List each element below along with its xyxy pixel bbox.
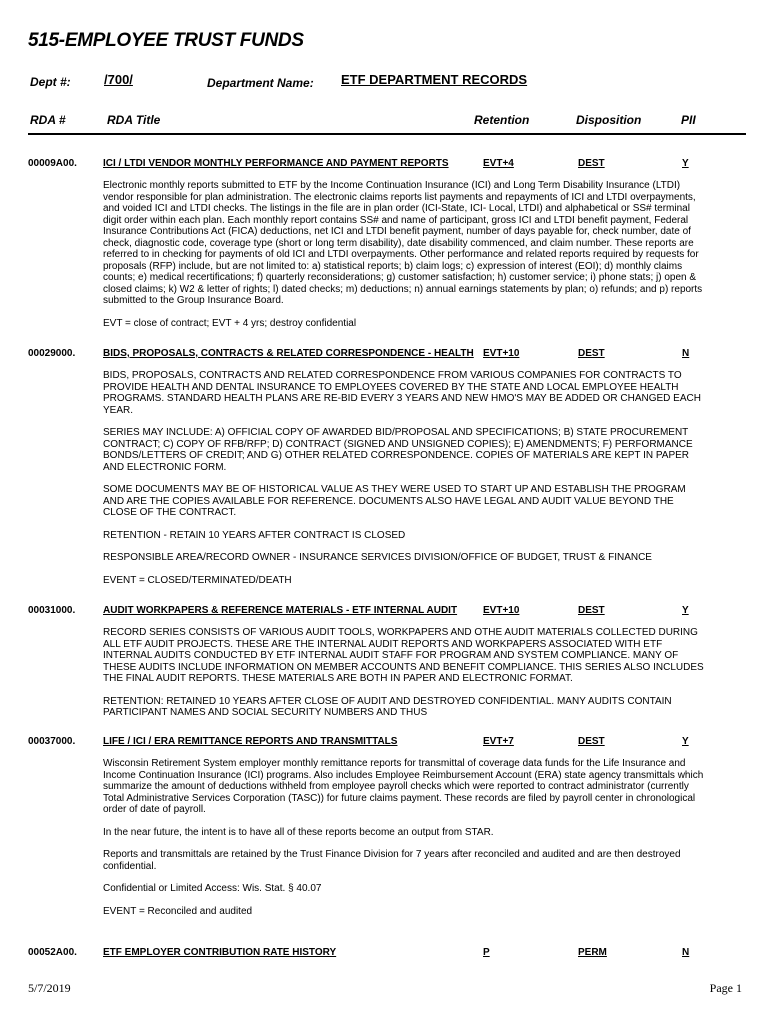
record-retention: EVT+7 <box>483 736 514 747</box>
record-paragraph: RESPONSIBLE AREA/RECORD OWNER - INSURANCE SERVICES DIVISION/OFFICE OF BUDGET, TRUST & FINANCE <box>103 552 652 563</box>
footer-date: 5/7/2019 <box>28 981 71 995</box>
record-paragraph: Confidential or Limited Access: Wis. Stat. § 40.07 <box>103 883 322 894</box>
record-title: BIDS, PROPOSALS, CONTRACTS & RELATED CORRESPONDENCE - HEALTH <box>103 348 474 359</box>
record-code: 00031000. <box>28 605 76 616</box>
record-code: 00052A00. <box>28 947 77 958</box>
record-paragraph: RETENTION - RETAIN 10 YEARS AFTER CONTRACT IS CLOSED <box>103 529 406 541</box>
record-paragraph: BIDS, PROPOSALS, CONTRACTS AND RELATED CORRESPONDENCE FROM VARIOUS COMPANIES FOR CONTRACTS TO PROVIDE HEALTH AND DENTAL INSURANCE TO EMPLOYEES COVERED BY THE STATE AND LOCAL EMPLOYEE HEALTH PROGRAMS. STANDARD HEALTH PLANS ARE RE-BID EVERY 3 YEARS AND NEW HMO'S MAY BE ADDED OR CHANGED EACH YEAR. <box>103 370 701 416</box>
header-divider <box>28 133 746 135</box>
record-pii: N <box>682 348 690 359</box>
record-paragraph: RECORD SERIES CONSISTS OF VARIOUS AUDIT TOOLS, WORKPAPERS AND OTHE AUDIT MATERIALS COLLECTED DURING ALL ETF AUDIT PROJECTS. THESE ARE THE INTERNAL AUDIT REPORTS AND WORKPAPERS ASSOCIATED WITH ETF INTERNAL AUDITS CONDUCTED BY ETF INTERNAL AUDIT STAFF FOR PROGRAM AND SYSTEM COMPLIANCE. MANY OF THESE AUDITS INCLUDE INFORMATION ON MEMBER ACCOUNTS AND BENEFIT COMPLIANCE. THIS SERIES ALSO INCLUDES THE FINAL AUDIT REPORTS. THESE MATERIALS ARE BOTH IN PAPER AND ELECTRONIC FORMAT. <box>103 627 704 684</box>
dept-number-value: /700/ <box>104 72 133 87</box>
record-description <box>103 180 708 340</box>
record-disposition: DEST <box>578 348 605 359</box>
record-disposition: DEST <box>578 605 605 616</box>
record-paragraph: EVT = close of contract; EVT + 4 yrs; destroy confidential <box>103 317 357 329</box>
col-header-disposition: Disposition <box>576 113 642 127</box>
record-paragraph: Electronic monthly reports submitted to ETF by the Income Continuation Insurance (ICI) and Long Term Disability Insurance (LTDI) vendor responsible for plan administration. The electronic claims reports list payments and repayments of ICI and LTDI overpayments, and voided ICI and LTDI checks. The listings in the file are in plan order (ICI-State, ICI- Local, LTDI) and alphabetical or SS# terminal digit order within each plan. Each monthly report contains SS# and name of participant, gross ICI and LTDI benefit payment, Federal Insurance Contributions Act (FICA) deductions, net ICI and LTDI benefit payment, number of days payable for, check number, date of check, diagnostic code, coverage type (short or long term disability), date disability commenced, and claim number. These reports are referred to in checking for payments of old ICI and LTDI overpayments. Other performance and related reports required by requests for proposals (RFP) include, but are not limited to: a) statistical reports; b) claim logs; c) expression of interest (EOI); d) monthly claims counts; e) medical recertifications; f) quarterly reconsiderations; g) customer satisfaction; h) customer service; i) phone stats; j) open & closed claims; k) W2 & letter of rights; l) dated checks; m) deductions; n) annual earnings statements by plan; o) refunds; and p) reports submitted to the Group Insurance Board. <box>103 180 703 306</box>
record-disposition: DEST <box>578 736 605 747</box>
record-code: 00037000. <box>28 736 76 747</box>
record-paragraph: SERIES MAY INCLUDE: A) OFFICIAL COPY OF AWARDED BID/PROPOSAL AND SPECIFICATIONS; B) STATE PROCUREMENT CONTRACT; C) COPY OF RFB/RFP; D) CONTRACT (SIGNED AND UNSIGNED COPIES); E) AMENDMENTS; F) PERFORMANCE BONDS/LETTERS OF CREDIT; AND G) OTHER RELATED CORRESPONDENCE. COPIES OF MATERIALS ARE KEPT IN PAPER AND ELECTRONIC FORM. <box>103 427 693 473</box>
record-pii: Y <box>682 736 689 747</box>
record-retention: P <box>483 947 490 958</box>
record-code: 00009A00. <box>28 158 77 169</box>
record-paragraph: Wisconsin Retirement System employer monthly remittance reports for transmittal of coverage data funds for the Life Insurance and Income Continuation Insurance (ICI) programs. Also includes Employee Reimbursement Account (ERA) state agency transmittals which summarize the amount of deductions withheld from employee payroll checks which were reported to contract administrator (currently Total Administrative Services Corporation (TASC)) for future claims payment. These records are filed by payroll center in chronological order of date of payroll. <box>103 758 704 815</box>
dept-name-value: ETF DEPARTMENT RECORDS <box>341 72 528 87</box>
record-paragraph: In the near future, the intent is to have all of these reports become an output from STAR. <box>103 826 494 838</box>
record-pii: Y <box>682 158 689 169</box>
record-title: LIFE / ICI / ERA REMITTANCE REPORTS AND TRANSMITTALS <box>103 736 398 747</box>
record-title: ETF EMPLOYER CONTRIBUTION RATE HISTORY <box>103 947 337 958</box>
record-pii: N <box>682 947 690 958</box>
record-paragraph: EVENT = Reconciled and audited <box>103 905 253 917</box>
record-description <box>103 627 708 730</box>
record-disposition: PERM <box>578 947 607 958</box>
record-code: 00029000. <box>28 348 76 359</box>
record-paragraph: RETENTION: RETAINED 10 YEARS AFTER CLOSE OF AUDIT AND DESTROYED CONFIDENTIAL. MANY AUDITS CONTAIN PARTICIPANT NAMES AND SOCIAL SECURITY NUMBERS AND THUS <box>103 695 672 718</box>
record-description <box>103 370 708 597</box>
col-header-pii: PII <box>681 113 696 127</box>
record-paragraph: Reports and transmittals are retained by the Trust Finance Division for 7 years after reconciled and audited and are then destroyed confidential. <box>103 849 681 872</box>
dept-name-label: Department Name: <box>207 76 314 90</box>
record-paragraph: EVENT = CLOSED/TERMINATED/DEATH <box>103 574 292 586</box>
document-title: 515-EMPLOYEE TRUST FUNDS <box>28 30 304 51</box>
record-retention: EVT+10 <box>483 605 520 616</box>
record-retention: EVT+10 <box>483 348 520 359</box>
col-header-rda: RDA # <box>30 113 66 127</box>
col-header-title: RDA Title <box>107 113 161 127</box>
page-number: Page 1 <box>709 981 742 995</box>
record-pii: Y <box>682 605 689 616</box>
record-description <box>103 758 708 928</box>
dept-number-label: Dept #: <box>30 75 71 89</box>
record-paragraph: SOME DOCUMENTS MAY BE OF HISTORICAL VALUE AS THEY WERE USED TO START UP AND ESTABLISH THE PROGRAM AND ARE THE COPIES AVAILABLE FOR REFERENCE. DOCUMENTS ALSO HAVE LEGAL AND AUDIT VALUE BEYOND THE CLOSE OF THE CONTRACT. <box>103 484 686 518</box>
record-disposition: DEST <box>578 158 605 169</box>
record-retention: EVT+4 <box>483 158 514 169</box>
record-title: ICI / LTDI VENDOR MONTHLY PERFORMANCE AND PAYMENT REPORTS <box>103 158 449 169</box>
col-header-retention: Retention <box>474 113 530 127</box>
record-title: AUDIT WORKPAPERS & REFERENCE MATERIALS - ETF INTERNAL AUDIT <box>103 605 458 616</box>
